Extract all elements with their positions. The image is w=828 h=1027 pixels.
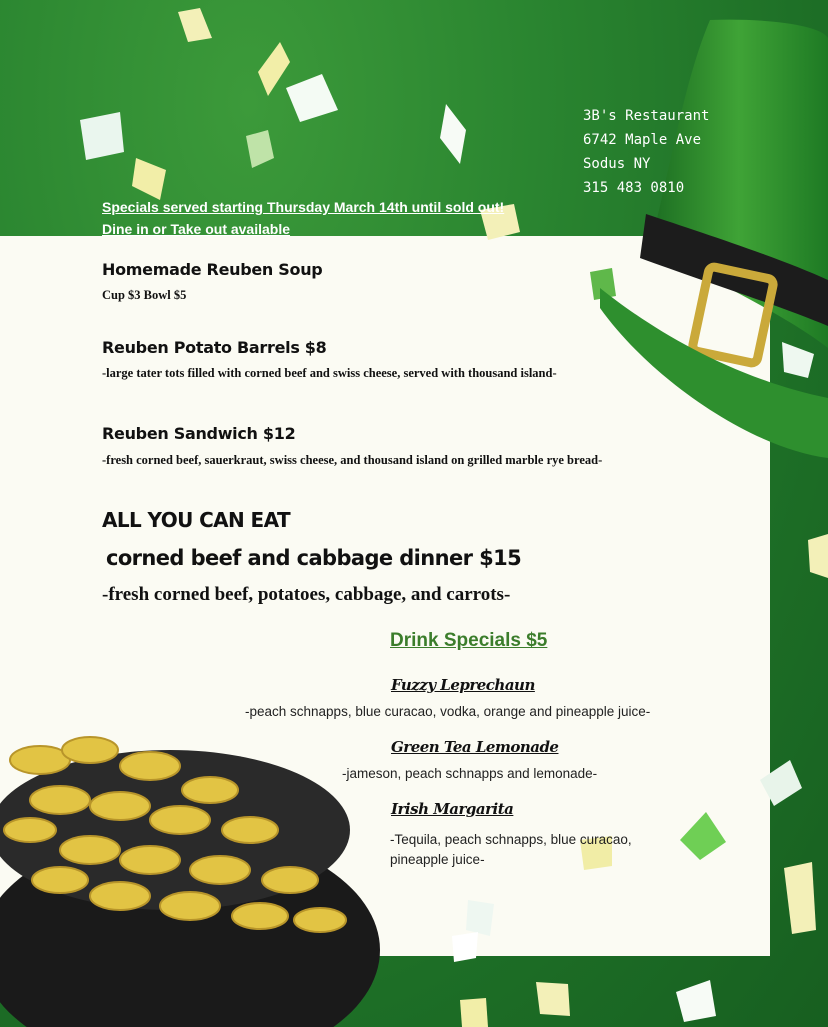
menu-item-title: Homemade Reuben Soup bbox=[102, 260, 323, 279]
drink-desc: -jameson, peach schnapps and lemonade- bbox=[342, 766, 598, 781]
drink-name: Fuzzy Leprechaun bbox=[391, 676, 535, 694]
drink-specials-heading: Drink Specials $5 bbox=[390, 630, 548, 651]
drink-name: Irish Margarita bbox=[391, 800, 514, 818]
drink-desc: -peach schnapps, blue curacao, vodka, orange and pineapple juice- bbox=[245, 704, 651, 719]
drink-desc: -Tequila, peach schnapps, blue curacao, bbox=[390, 832, 632, 847]
drink-desc: pineapple juice- bbox=[390, 852, 485, 867]
menu-item-title: Reuben Sandwich $12 bbox=[102, 424, 296, 443]
notice-line-2: Dine in or Take out available bbox=[102, 221, 291, 237]
menu-item-desc: -fresh corned beef, sauerkraut, swiss cheese, and thousand island on grilled marble rye bread- bbox=[102, 453, 603, 467]
notice-line-1: Specials served starting Thursday March 14th until sold out! bbox=[102, 199, 505, 215]
pot-of-gold-icon bbox=[0, 720, 380, 1027]
dinner-special-title: corned beef and cabbage dinner $15 bbox=[106, 546, 522, 570]
drink-name: Green Tea Lemonade bbox=[391, 738, 559, 756]
menu-item-desc: -large tater tots filled with corned beef and swiss cheese, served with thousand island- bbox=[102, 366, 557, 380]
restaurant-address bbox=[583, 104, 709, 200]
menu-item-desc: Cup $3 Bowl $5 bbox=[102, 288, 187, 302]
all-you-can-eat-heading: ALL YOU CAN EAT bbox=[102, 508, 290, 532]
restaurant-phone: 315 483 0810 bbox=[583, 180, 685, 196]
restaurant-name: 3B's Restaurant bbox=[583, 108, 710, 124]
leprechaun-hat-icon bbox=[590, 18, 828, 458]
restaurant-street: 6742 Maple Ave bbox=[583, 132, 702, 148]
dinner-special-desc: -fresh corned beef, potatoes, cabbage, and carrots- bbox=[102, 584, 511, 605]
menu-item-title: Reuben Potato Barrels $8 bbox=[102, 338, 327, 357]
specials-notice bbox=[102, 196, 504, 240]
restaurant-city: Sodus NY bbox=[583, 156, 651, 172]
